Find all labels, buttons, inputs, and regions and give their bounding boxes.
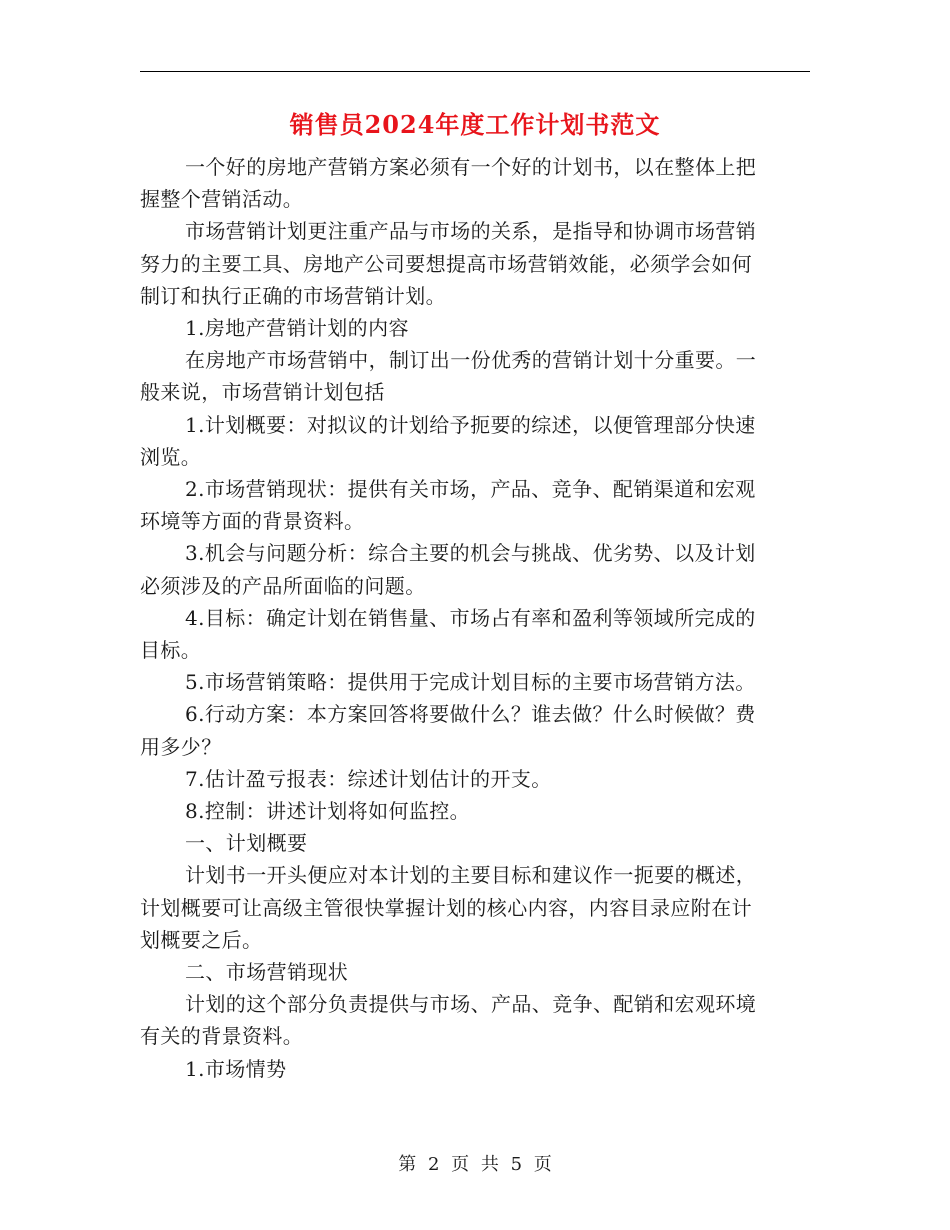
paragraph: 在房地产市场营销中，制订出一份优秀的营销计划十分重要。一 般来说，市场营销计划包括 bbox=[140, 348, 757, 405]
section-heading: 1.房地产营销计划的内容 bbox=[185, 316, 409, 341]
document-body bbox=[140, 151, 810, 1085]
paragraph: 计划书一开头便应对本计划的主要目标和建议作一扼要的概述， 计划概要可让高级主管很快掌握计划的核心内容，内容目录应附在计 划概要之后。 bbox=[140, 863, 757, 952]
section-heading: 二、市场营销现状 bbox=[185, 960, 349, 985]
section-heading: 1.市场情势 bbox=[185, 1056, 287, 1081]
paragraph: 市场营销计划更注重产品与市场的关系，是指导和协调市场营销 努力的主要工具、房地产公司要想提高市场营销效能，必须学会如何 制订和执行正确的市场营销计划。 bbox=[140, 219, 757, 308]
list-item: 4.目标：确定计划在销售量、市场占有率和盈利等领域所完成的 目标。 bbox=[140, 605, 756, 663]
list-item: 1.计划概要：对拟议的计划给予扼要的综述，以便管理部分快速 浏览。 bbox=[140, 412, 756, 469]
list-item: 5.市场营销策略：提供用于完成计划目标的主要市场营销方法。 bbox=[185, 670, 756, 695]
document-title: 销售员2024年度工作计划书范文 bbox=[289, 110, 661, 139]
paragraph: 计划的这个部分负责提供与市场、产品、竞争、配销和宏观环境 有关的背景资料。 bbox=[140, 992, 757, 1049]
list-item: 6.行动方案：本方案回答将要做什么？谁去做？什么时候做？费 用多少？ bbox=[140, 702, 756, 759]
list-item: 7.估计盈亏报表：综述计划估计的开支。 bbox=[185, 766, 552, 791]
header-rule bbox=[140, 71, 810, 72]
list-item: 8.控制：讲述计划将如何监控。 bbox=[185, 799, 471, 824]
list-item: 3.机会与问题分析：综合主要的机会与挑战、优劣势、以及计划 必须涉及的产品所面临的问题。 bbox=[140, 541, 756, 598]
list-item: 2.市场营销现状：提供有关市场，产品、竞争、配销渠道和宏观 环境等方面的背景资料。 bbox=[140, 477, 756, 534]
section-heading: 一、计划概要 bbox=[185, 831, 308, 856]
page-number-footer: 第 2 页 共 5 页 bbox=[398, 1154, 552, 1175]
paragraph: 一个好的房地产营销方案必须有一个好的计划书，以在整体上把 握整个营销活动。 bbox=[140, 155, 757, 212]
